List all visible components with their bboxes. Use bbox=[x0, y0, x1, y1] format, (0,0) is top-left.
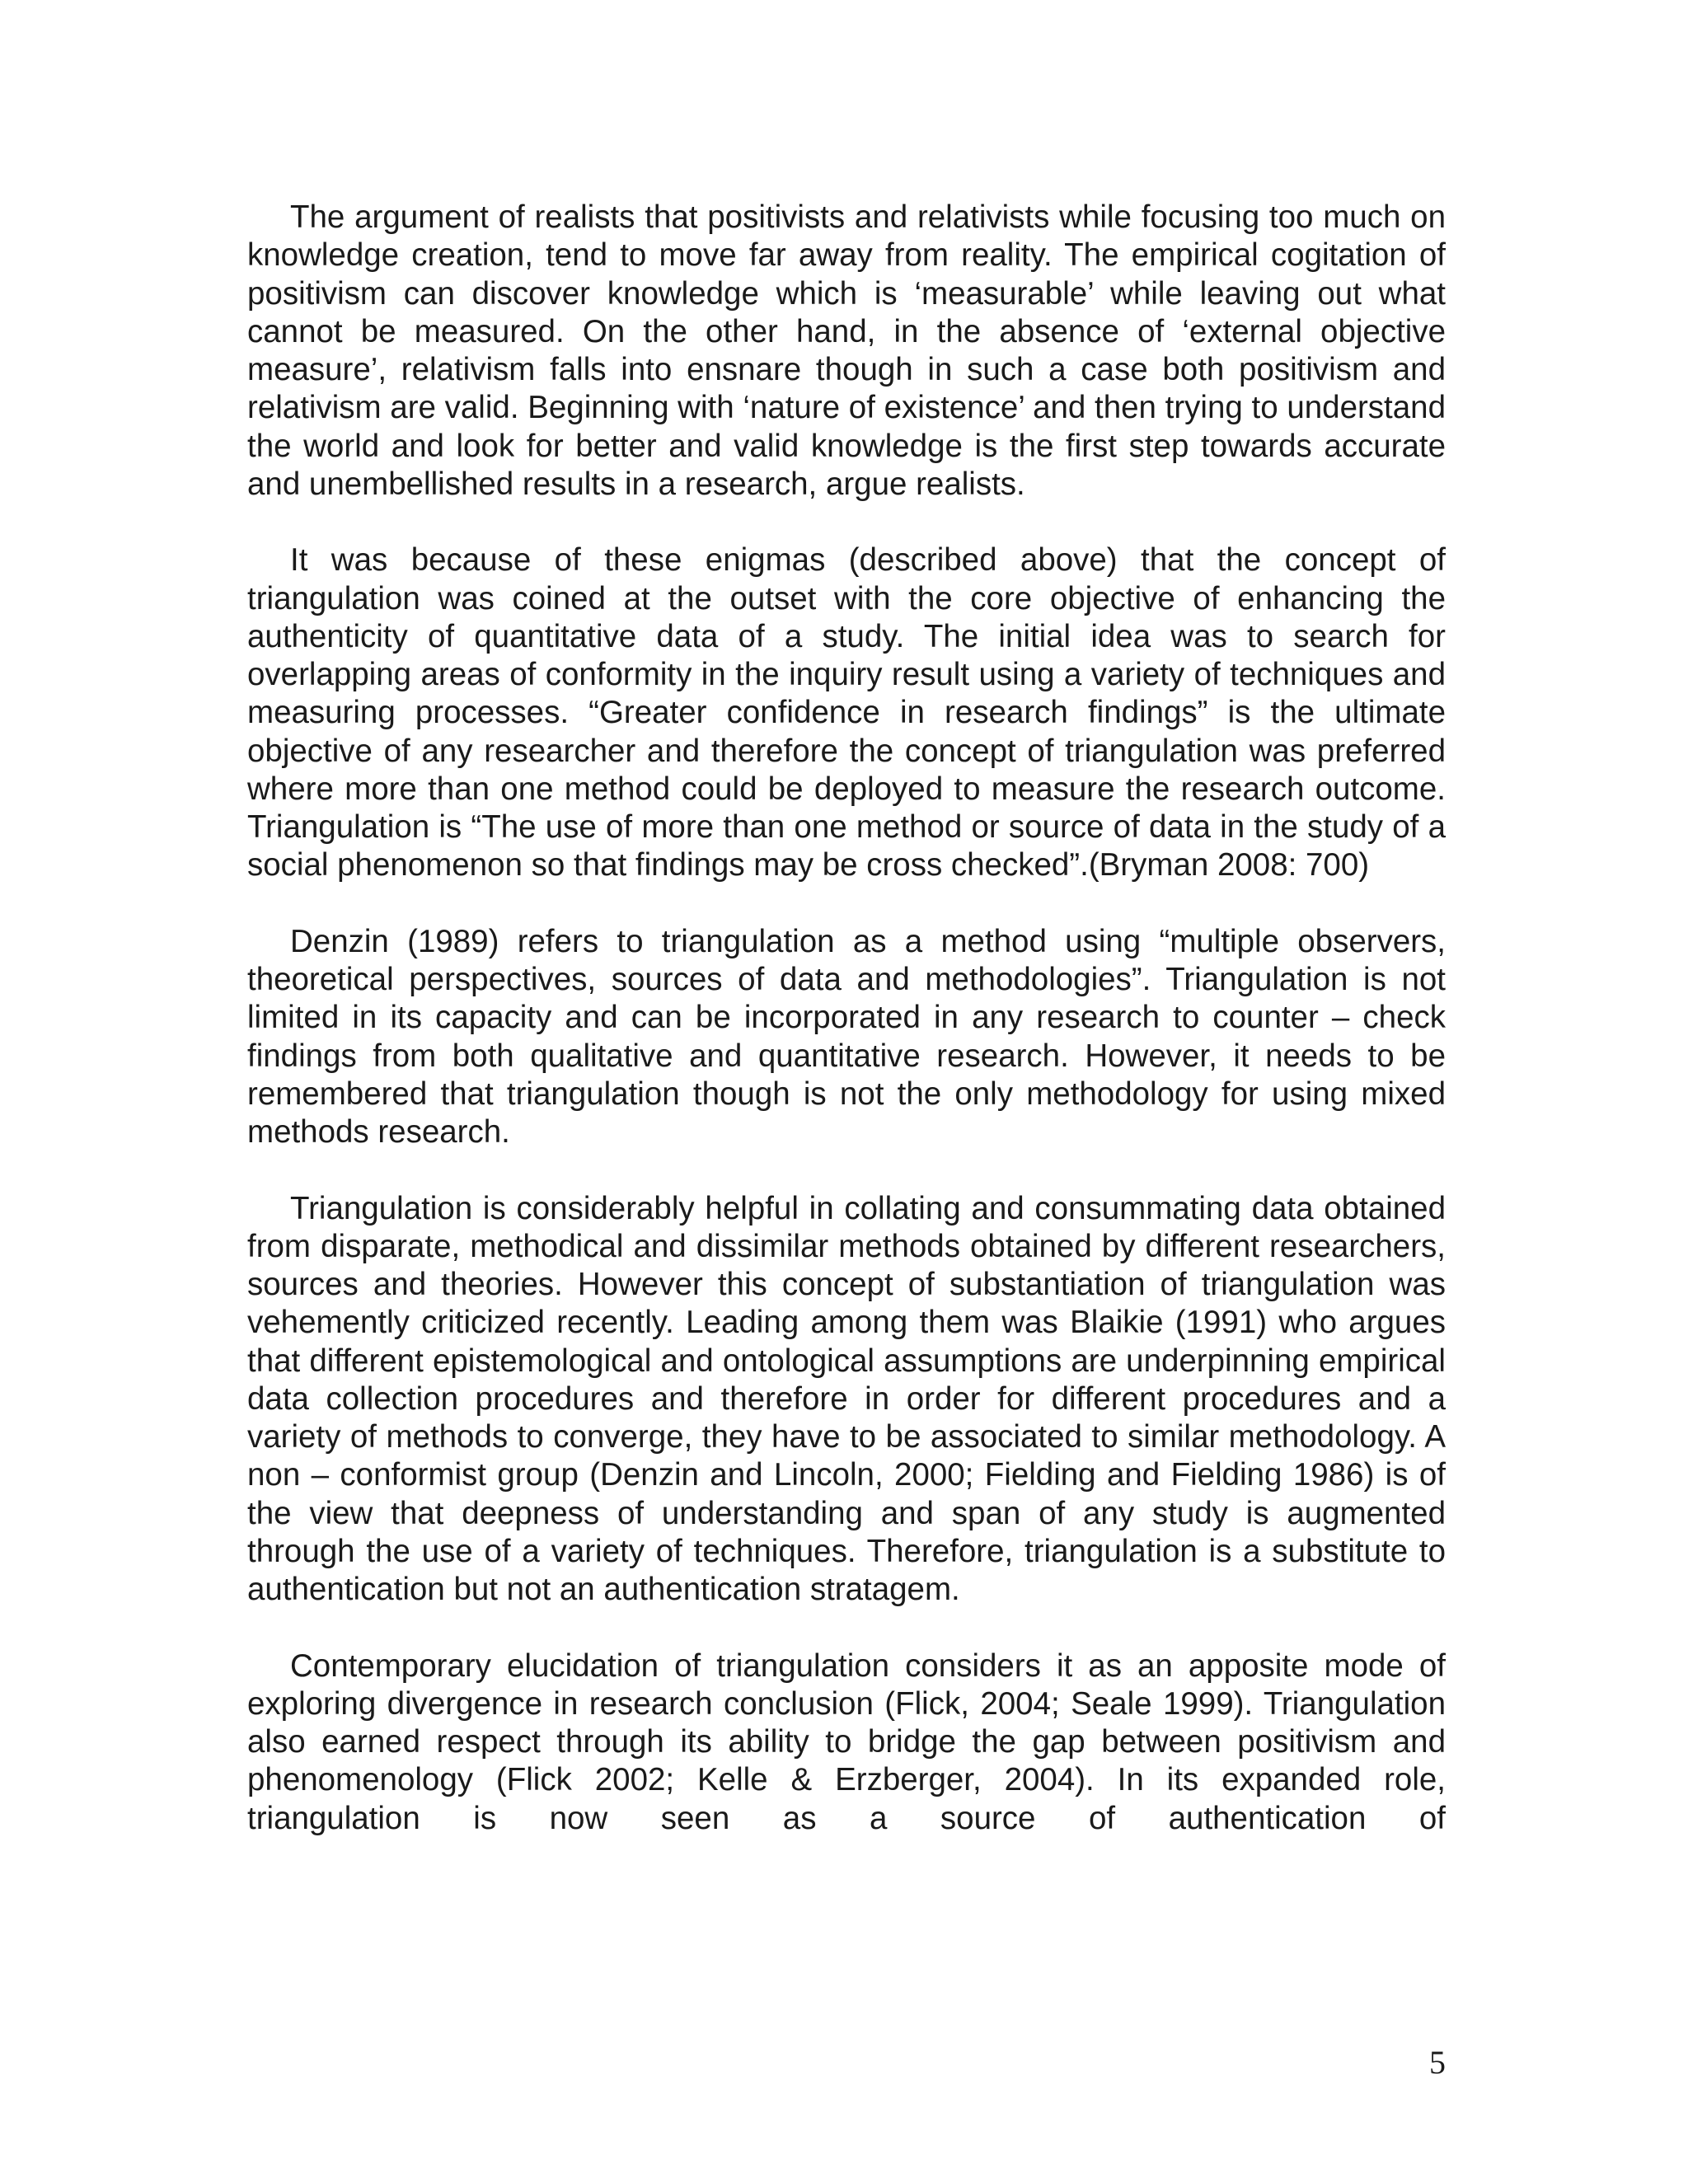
paragraph-realists: The argument of realists that positivists and relativists while focusing too much on knowledge creation, tend to move far away from reality. The empirical cogitation of positivism can discover knowledge which is ‘measurable’ while leaving out what cannot be measured. On the other hand, in the absence of ‘external objective measure’, relativism falls into ensnare though in such a case both positivism and relativism are valid. Beginning with ‘nature of existence’ and then trying to understand the world and look for better and valid knowledge is the first step towards accurate and unembellished results in a research, argue realists. bbox=[247, 199, 1446, 502]
paragraph-triangulation-critique: Triangulation is considerably helpful in collating and consummating data obtained from disparate, methodical and dissimilar methods obtained by different researchers, sources and theories. However this concept of substantiation of triangulation was vehemently criticized recently. Leading among them was Blaikie (1991) who argues that different epistemological and ontological assumptions are underpinning empirical data collection procedures and therefore in order for different procedures and a variety of methods to converge, they have to be associated to similar methodology. A non – conformist group (Denzin and Lincoln, 2000; Fielding and Fielding 1986) is of the view that deepness of understanding and span of any study is augmented through the use of a variety of techniques. Therefore, triangulation is a substitute to authentication but not an authentication stratagem. bbox=[247, 1190, 1446, 1607]
paragraph-denzin: Denzin (1989) refers to triangulation as a method using “multiple observers, theoretical perspectives, sources of data and methodologies”. Triangulation is not limited in its capacity and can be incorporated in any research to counter – check findings from both qualitative and quantitative research. However, it needs to be remembered that triangulation though is not the only methodology for using mixed methods research. bbox=[247, 923, 1446, 1150]
page-number: 5 bbox=[1429, 2044, 1446, 2081]
body-text bbox=[247, 199, 1446, 1838]
paragraph-contemporary: Contemporary elucidation of triangulation considers it as an apposite mode of exploring divergence in research conclusion (Flick, 2004; Seale 1999). Triangulation also earned respect through its ability to bridge the gap between positivism and phenomenology (Flick 2002; Kelle & Erzberger, 2004). In its expanded role, triangulation is now seen as a source of authentication of bbox=[247, 1647, 1446, 1836]
paragraph-triangulation-origin: It was because of these enigmas (described above) that the concept of triangulation was coined at the outset with the core objective of enhancing the authenticity of quantitative data of a study. The initial idea was to search for overlapping areas of conformity in the inquiry result using a variety of techniques and measuring processes. “Greater confidence in research findings” is the ultimate objective of any researcher and therefore the concept of triangulation was preferred where more than one method could be deployed to measure the research outcome. Triangulation is “The use of more than one method or source of data in the study of a social phenomenon so that findings may be cross checked”.(Bryman 2008: 700) bbox=[247, 542, 1446, 883]
